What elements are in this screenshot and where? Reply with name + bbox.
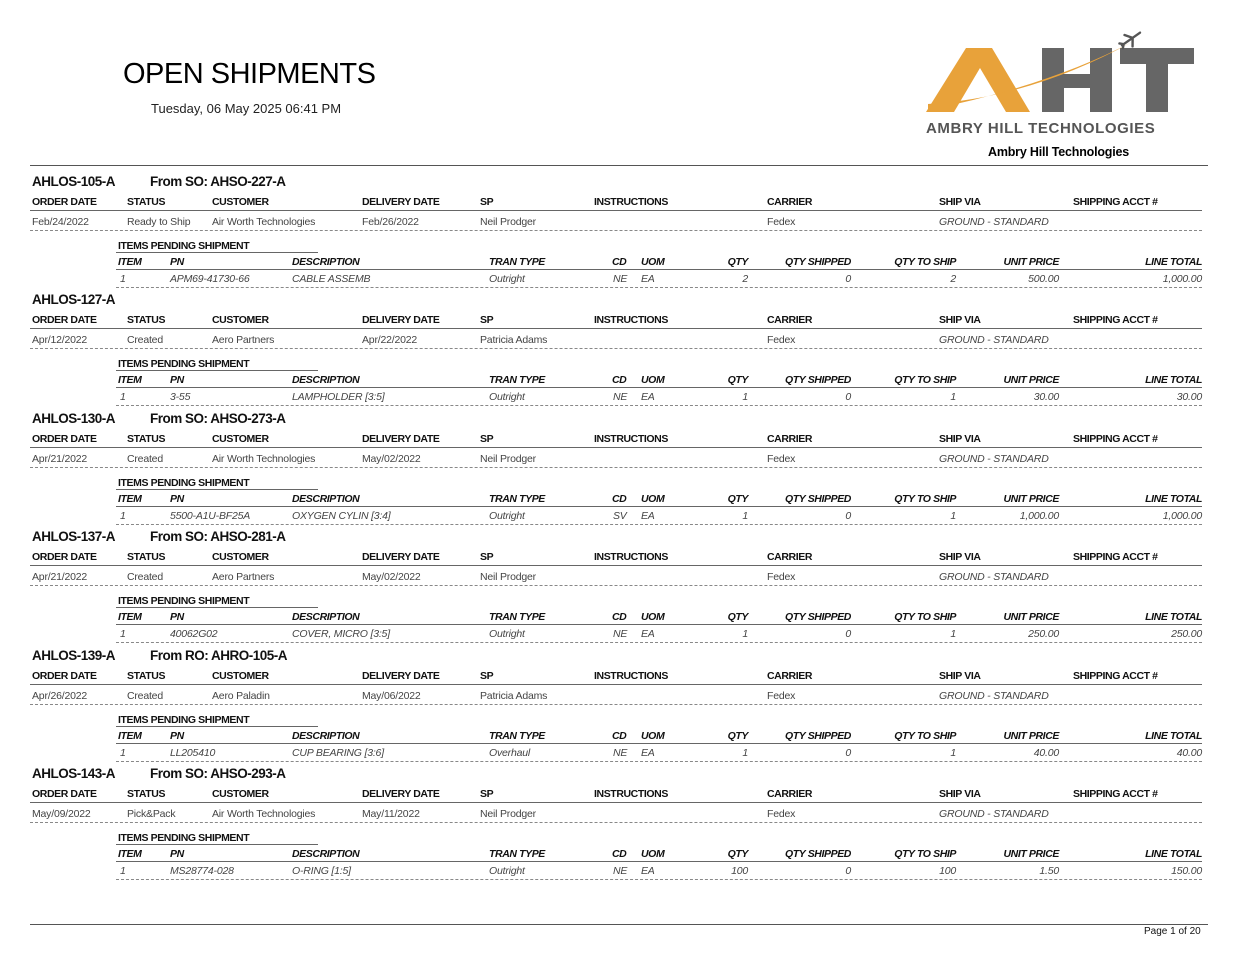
header-carrier: CARRIER [767,196,813,208]
header-item: ITEM [118,492,142,505]
tran-type: Outright [489,273,525,285]
header-instructions: INSTRUCTIONS [594,551,668,564]
header-ship-via: SHIP VIA [939,314,981,327]
header-qty-to-ship: QTY TO SHIP [894,729,956,742]
row-separator [30,704,1202,705]
customer: Air Worth Technologies [212,452,316,465]
report-date: Tuesday, 06 May 2025 06:41 PM [151,101,342,116]
items-pending-label: ITEMS PENDING SHIPMENT [118,713,250,726]
qty-shipped: 0 [845,391,851,404]
header-qty: QTY [727,848,748,860]
header-unit-price: UNIT PRICE [1003,492,1059,505]
customer: Aero Partners [212,571,275,584]
header-rule [30,565,1202,566]
company-name: Ambry Hill Technologies [988,145,1130,159]
items-pending-rule [116,726,318,727]
condition-code: NE [613,391,628,404]
shipment-id: AHLOS-139-A [32,647,116,663]
logo-tagline: AMBRY HILL TECHNOLOGIES [926,120,1156,137]
header-ship-via: SHIP VIA [939,432,981,445]
header-qty-shipped: QTY SHIPPED [784,611,851,624]
shipment-source: From SO: AHSO-281-A [150,529,286,545]
header-description: DESCRIPTION [292,256,360,268]
header-shipping-acct: SHIPPING ACCT # [1073,196,1158,208]
ship-via: GROUND - STANDARD [939,216,1049,228]
shipment-id: AHLOS-127-A [32,292,116,308]
header-carrier: CARRIER [767,788,813,800]
header-tran-type: TRAN TYPE [489,374,545,387]
header-ship-via: SHIP VIA [939,196,981,208]
header-delivery-date: DELIVERY DATE [362,196,440,208]
item-number: 1 [120,746,126,759]
shipment-source: From SO: AHSO-227-A [150,174,286,189]
header-customer: CUSTOMER [212,196,269,208]
header-sp: SP [480,551,494,564]
header-item: ITEM [118,848,142,860]
row-separator [30,230,1202,231]
header-sp: SP [480,669,494,682]
header-order-date: ORDER DATE [32,669,97,682]
header-qty-shipped: QTY SHIPPED [784,256,851,268]
qty-shipped: 0 [845,865,851,877]
header-delivery-date: DELIVERY DATE [362,432,440,445]
qty: 1 [742,391,748,404]
line-total: 1,000.00 [1162,509,1202,522]
header-qty: QTY [727,729,748,742]
delivery-date: Apr/22/2022 [362,334,418,347]
header-carrier: CARRIER [767,432,813,445]
header-carrier: CARRIER [767,551,813,564]
carrier: Fedex [767,689,796,702]
item-row-separator [116,879,1202,880]
customer: Aero Paladin [212,689,270,702]
tran-type: Outright [489,391,525,404]
ship-via: GROUND - STANDARD [939,452,1049,465]
header-pn: PN [170,611,184,624]
header-shipping-acct: SHIPPING ACCT # [1073,314,1158,327]
header-line-total: LINE TOTAL [1145,256,1202,268]
page-number: Page 1 of 20 [1144,926,1201,937]
header-instructions: INSTRUCTIONS [594,432,668,445]
items-pending-label: ITEMS PENDING SHIPMENT [118,358,250,371]
carrier: Fedex [767,808,796,820]
header-qty: QTY [727,611,748,624]
ship-via: GROUND - STANDARD [939,571,1049,584]
header-line-total: LINE TOTAL [1145,848,1202,860]
header-qty: QTY [727,492,748,505]
qty-to-ship: 1 [950,746,956,759]
status: Created [127,571,163,584]
header-unit-price: UNIT PRICE [1003,848,1059,860]
tran-type: Overhaul [489,746,531,759]
sales-person: Neil Prodger [480,216,536,228]
shipment-source: From SO: AHSO-273-A [150,410,286,426]
row-separator [30,822,1202,823]
header-qty-to-ship: QTY TO SHIP [894,848,956,860]
header-unit-price: UNIT PRICE [1003,256,1059,268]
carrier: Fedex [767,334,796,347]
header-carrier: CARRIER [767,669,813,682]
qty-to-ship: 1 [950,628,956,641]
header-uom: UOM [641,848,665,860]
header-qty-to-ship: QTY TO SHIP [894,256,956,268]
condition-code: NE [613,865,628,877]
items-pending-label: ITEMS PENDING SHIPMENT [118,832,250,844]
header-description: DESCRIPTION [292,848,360,860]
tran-type: Outright [489,865,525,877]
uom: EA [641,628,655,641]
header-uom: UOM [641,492,665,505]
order-date: Apr/26/2022 [32,689,88,702]
header-sp: SP [480,788,494,800]
condition-code: SV [613,509,627,522]
items-header-rule [116,624,1202,625]
header-order-date: ORDER DATE [32,314,97,327]
header-instructions: INSTRUCTIONS [594,788,668,800]
delivery-date: May/02/2022 [362,452,421,465]
shipment-block [0,644,1238,762]
items-header-rule [116,743,1202,744]
order-date: Apr/21/2022 [32,452,88,465]
qty: 1 [742,628,748,641]
header-description: DESCRIPTION [292,729,360,742]
delivery-date: May/11/2022 [362,808,420,820]
header-cd: CD [612,848,627,860]
uom: EA [641,273,655,285]
header-rule [30,328,1202,329]
header-cd: CD [612,256,627,268]
sales-person: Neil Prodger [480,808,536,820]
item-description: OXYGEN CYLIN [3:4] [292,509,391,522]
header-qty-to-ship: QTY TO SHIP [894,374,956,387]
qty: 100 [731,865,748,877]
line-total: 250.00 [1171,628,1202,641]
header-status: STATUS [127,788,166,800]
header-line-total: LINE TOTAL [1145,374,1202,387]
item-number: 1 [120,865,126,877]
header-line-total: LINE TOTAL [1145,492,1202,505]
header-qty-shipped: QTY SHIPPED [784,492,851,505]
shipment-source: From SO: AHSO-293-A [150,766,286,781]
footer-divider [30,924,1208,925]
header-sp: SP [480,314,494,327]
order-date: Feb/24/2022 [32,216,89,228]
item-description: CABLE ASSEMB [292,273,371,285]
header-tran-type: TRAN TYPE [489,256,545,268]
item-description: LAMPHOLDER [3:5] [292,391,385,404]
header-status: STATUS [127,196,166,208]
header-tran-type: TRAN TYPE [489,492,545,505]
condition-code: NE [613,273,628,285]
part-number: 5500-A1U-BF25A [170,509,251,522]
header-delivery-date: DELIVERY DATE [362,669,440,682]
delivery-date: May/02/2022 [362,571,421,584]
qty-to-ship: 2 [950,273,956,285]
sales-person: Patricia Adams [480,334,548,347]
shipment-id: AHLOS-137-A [32,529,116,545]
header-customer: CUSTOMER [212,669,269,682]
status: Created [127,689,163,702]
shipment-block [0,762,1238,880]
header-customer: CUSTOMER [212,551,269,564]
status: Ready to Ship [127,216,191,228]
items-pending-rule [116,607,318,608]
carrier: Fedex [767,452,796,465]
ship-via: GROUND - STANDARD [939,689,1049,702]
carrier: Fedex [767,216,796,228]
shipment-block [0,170,1238,288]
order-date: May/09/2022 [32,808,91,820]
shipment-id: AHLOS-143-A [32,766,116,781]
status: Pick&Pack [127,808,176,820]
qty-shipped: 0 [845,628,851,641]
item-number: 1 [120,273,126,285]
line-total: 150.00 [1171,865,1202,877]
items-header-rule [116,506,1202,507]
header-qty-shipped: QTY SHIPPED [784,729,851,742]
header-pn: PN [170,848,184,860]
header-shipping-acct: SHIPPING ACCT # [1073,669,1158,682]
header-qty-shipped: QTY SHIPPED [784,374,851,387]
header-item: ITEM [118,374,142,387]
header-cd: CD [612,492,627,505]
header-status: STATUS [127,314,166,327]
uom: EA [641,865,655,877]
header-tran-type: TRAN TYPE [489,729,545,742]
header-ship-via: SHIP VIA [939,551,981,564]
qty-shipped: 0 [845,273,851,285]
header-line-total: LINE TOTAL [1145,611,1202,624]
header-divider [30,165,1208,166]
header-cd: CD [612,611,627,624]
qty: 1 [742,509,748,522]
items-header-rule [116,387,1202,388]
uom: EA [641,746,655,759]
shipment-block [0,288,1238,406]
delivery-date: Feb/26/2022 [362,216,419,228]
header-pn: PN [170,256,184,268]
header-instructions: INSTRUCTIONS [594,314,668,327]
uom: EA [641,509,655,522]
header-tran-type: TRAN TYPE [489,611,545,624]
items-pending-label: ITEMS PENDING SHIPMENT [118,595,250,608]
header-rule [30,802,1202,803]
unit-price: 250.00 [1028,628,1059,641]
report-title: OPEN SHIPMENTS [123,58,376,90]
shipment-id: AHLOS-130-A [32,410,116,426]
part-number: LL205410 [170,746,216,759]
part-number: APM69-41730-66 [170,273,250,285]
part-number: 40062G02 [170,628,218,641]
header-status: STATUS [127,669,166,682]
qty-shipped: 0 [845,746,851,759]
header-item: ITEM [118,611,142,624]
line-total: 1,000.00 [1162,273,1202,285]
status: Created [127,452,163,465]
tran-type: Outright [489,509,525,522]
header-sp: SP [480,196,494,208]
header-uom: UOM [641,374,665,387]
ship-via: GROUND - STANDARD [939,808,1049,820]
header-carrier: CARRIER [767,314,813,327]
condition-code: NE [613,746,628,759]
ship-via: GROUND - STANDARD [939,334,1049,347]
header-instructions: INSTRUCTIONS [594,196,668,208]
sales-person: Neil Prodger [480,571,536,584]
header-rule [30,447,1202,448]
header-order-date: ORDER DATE [32,551,97,564]
item-number: 1 [120,391,126,404]
header-uom: UOM [641,256,665,268]
header-qty-to-ship: QTY TO SHIP [894,492,956,505]
header-sp: SP [480,432,494,445]
item-description: COVER, MICRO [3:5] [292,628,390,641]
header-pn: PN [170,374,184,387]
header-shipping-acct: SHIPPING ACCT # [1073,432,1158,445]
header-rule [30,210,1202,211]
row-separator [30,467,1202,468]
header-delivery-date: DELIVERY DATE [362,788,440,800]
header-order-date: ORDER DATE [32,432,97,445]
item-description: O-RING [1:5] [292,865,351,877]
items-pending-rule [116,844,318,845]
header-unit-price: UNIT PRICE [1003,611,1059,624]
header-customer: CUSTOMER [212,314,269,327]
shipment-source: From RO: AHRO-105-A [150,647,288,663]
line-total: 40.00 [1176,746,1202,759]
unit-price: 40.00 [1033,746,1059,759]
unit-price: 1,000.00 [1019,509,1059,522]
header-ship-via: SHIP VIA [939,669,981,682]
header-customer: CUSTOMER [212,788,269,800]
items-pending-rule [116,370,318,371]
customer: Aero Partners [212,334,275,347]
header-line-total: LINE TOTAL [1145,729,1202,742]
header-shipping-acct: SHIPPING ACCT # [1073,788,1158,800]
items-pending-label: ITEMS PENDING SHIPMENT [118,240,250,252]
unit-price: 30.00 [1033,391,1059,404]
part-number: MS28774-028 [170,865,234,877]
header-item: ITEM [118,256,142,268]
header-description: DESCRIPTION [292,492,360,505]
header-uom: UOM [641,729,665,742]
header-qty-to-ship: QTY TO SHIP [894,611,956,624]
header-order-date: ORDER DATE [32,788,97,800]
items-header-rule [116,861,1202,862]
row-separator [30,348,1202,349]
line-total: 30.00 [1176,391,1202,404]
header-status: STATUS [127,432,166,445]
item-number: 1 [120,628,126,641]
unit-price: 1.50 [1039,865,1059,877]
header-shipping-acct: SHIPPING ACCT # [1073,551,1158,564]
header-status: STATUS [127,551,166,564]
items-pending-label: ITEMS PENDING SHIPMENT [118,476,250,489]
items-pending-rule [116,489,318,490]
qty: 2 [742,273,748,285]
header-cd: CD [612,729,627,742]
items-pending-rule [116,252,318,253]
header-ship-via: SHIP VIA [939,788,981,800]
uom: EA [641,391,655,404]
carrier: Fedex [767,571,796,584]
header-qty-shipped: QTY SHIPPED [784,848,851,860]
customer: Air Worth Technologies [212,808,316,820]
order-date: Apr/21/2022 [32,571,88,584]
shipment-block [0,525,1238,643]
header-description: DESCRIPTION [292,374,360,387]
condition-code: NE [613,628,628,641]
qty-to-ship: 1 [950,509,956,522]
qty-to-ship: 100 [939,865,956,877]
qty-shipped: 0 [845,509,851,522]
part-number: 3-55 [170,391,191,404]
items-header-rule [116,269,1202,270]
shipment-block [0,407,1238,525]
sales-person: Neil Prodger [480,452,536,465]
header-qty: QTY [727,256,748,268]
header-unit-price: UNIT PRICE [1003,374,1059,387]
header-cd: CD [612,374,627,387]
sales-person: Patricia Adams [480,689,548,702]
qty-to-ship: 1 [950,391,956,404]
header-delivery-date: DELIVERY DATE [362,314,440,327]
header-customer: CUSTOMER [212,432,269,445]
header-unit-price: UNIT PRICE [1003,729,1059,742]
item-number: 1 [120,509,126,522]
order-date: Apr/12/2022 [32,334,88,347]
shipment-id: AHLOS-105-A [32,174,116,189]
header-order-date: ORDER DATE [32,196,97,208]
qty: 1 [742,746,748,759]
header-pn: PN [170,729,184,742]
customer: Air Worth Technologies [212,216,316,228]
header-rule [30,684,1202,685]
header-tran-type: TRAN TYPE [489,848,545,860]
header-instructions: INSTRUCTIONS [594,669,668,682]
row-separator [30,585,1202,586]
delivery-date: May/06/2022 [362,689,421,702]
header-pn: PN [170,492,184,505]
item-description: CUP BEARING [3:6] [292,746,384,759]
header-delivery-date: DELIVERY DATE [362,551,440,564]
header-uom: UOM [641,611,665,624]
header-item: ITEM [118,729,142,742]
header-description: DESCRIPTION [292,611,360,624]
header-qty: QTY [727,374,748,387]
unit-price: 500.00 [1028,273,1059,285]
tran-type: Outright [489,628,525,641]
status: Created [127,334,163,347]
